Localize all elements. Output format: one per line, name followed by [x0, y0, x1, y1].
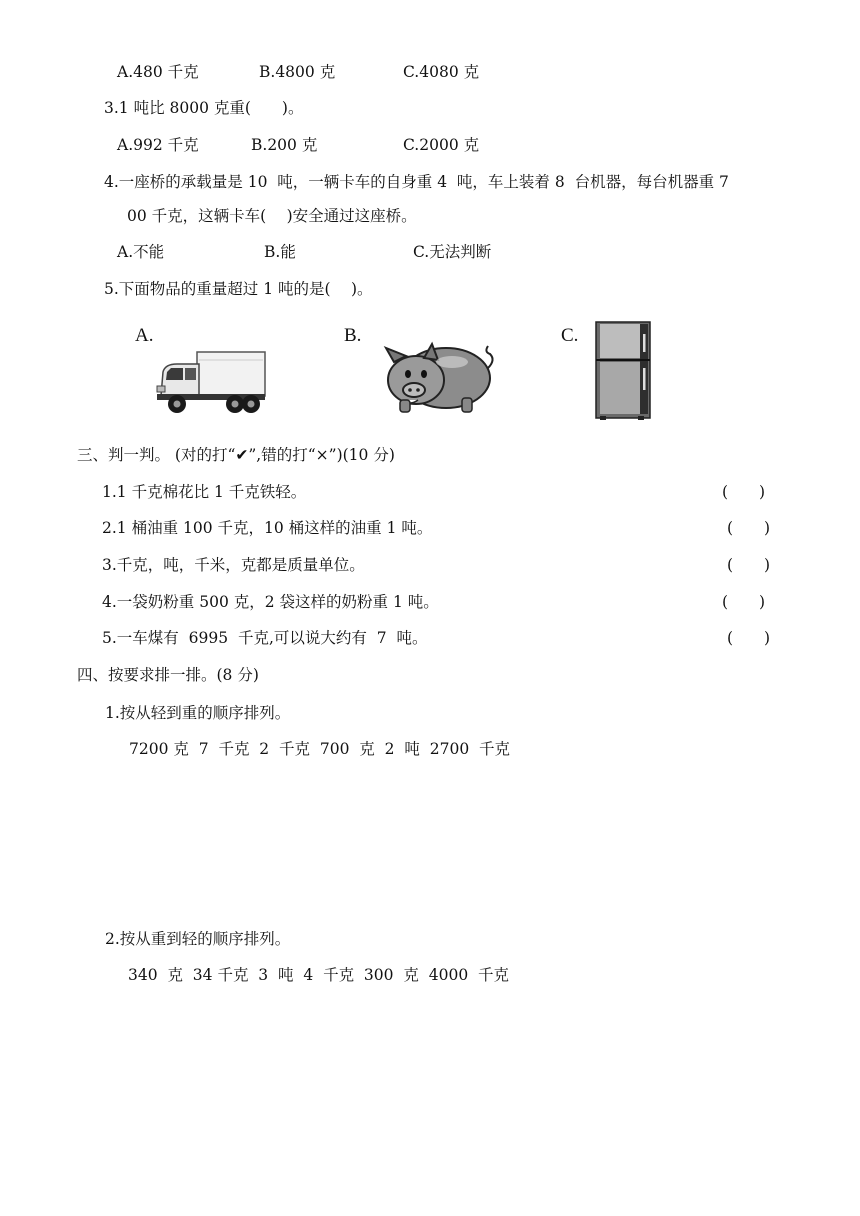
- q2-option-b: B.4800 克: [259, 63, 336, 81]
- truck-icon: [155, 350, 267, 420]
- section4-heading: 四、按要求排一排。(8 分): [77, 666, 259, 684]
- q4-option-c: C.无法判断: [413, 243, 492, 261]
- q5-choice-c-label: C.: [561, 325, 579, 346]
- judge-item-2: 2.1 桶油重 100 千克，10 桶这样的油重 1 吨。: [102, 519, 433, 537]
- q2-option-c: C.4080 克: [403, 63, 480, 81]
- q3-option-a: A.992 千克: [117, 136, 199, 154]
- pig-icon: [380, 340, 496, 422]
- refrigerator-icon: [594, 320, 654, 426]
- judge-answer-3[interactable]: ( ): [727, 556, 771, 574]
- q5-text: 5.下面物品的重量超过 1 吨的是( )。: [104, 280, 373, 298]
- q4-line1: 4.一座桥的承载量是 10 吨，一辆卡车的自身重 4 吨，车上装着 8 台机器，每台机器重 7: [104, 173, 729, 191]
- q3-text: 3.1 吨比 8000 克重( )。: [104, 99, 304, 117]
- judge-answer-2[interactable]: ( ): [727, 519, 771, 537]
- order-q1-text: 1.按从轻到重的顺序排列。: [105, 704, 291, 722]
- judge-item-3: 3.千克，吨，千米，克都是质量单位。: [102, 556, 365, 574]
- order-q2-values: 340 克 34 千克 3 吨 4 千克 300 克 4000 千克: [128, 966, 510, 984]
- q3-option-c: C.2000 克: [403, 136, 480, 154]
- judge-item-1: 1.1 千克棉花比 1 千克铁轻。: [102, 483, 307, 501]
- judge-item-4: 4.一袋奶粉重 500 克，2 袋这样的奶粉重 1 吨。: [102, 593, 439, 611]
- q4-option-a: A.不能: [117, 243, 165, 261]
- q2-option-a: A.480 千克: [117, 63, 199, 81]
- section3-heading: 三、判一判。 (对的打“✔”,错的打“×”)(10 分): [77, 446, 395, 464]
- order-q2-text: 2.按从重到轻的顺序排列。: [105, 930, 291, 948]
- q3-option-b: B.200 克: [251, 136, 318, 154]
- q5-choice-a-label: A.: [135, 325, 154, 346]
- q4-line2: 00 千克，这辆卡车( )安全通过这座桥。: [127, 207, 417, 225]
- order-q1-values: 7200 克 7 千克 2 千克 700 克 2 吨 2700 千克: [129, 740, 511, 758]
- q5-choice-b-label: B.: [344, 325, 362, 346]
- judge-answer-5[interactable]: ( ): [727, 629, 771, 647]
- judge-item-5: 5.一车煤有 6995 千克,可以说大约有 7 吨。: [102, 629, 428, 647]
- q4-option-b: B.能: [264, 243, 296, 261]
- judge-answer-1[interactable]: ( ): [722, 483, 766, 501]
- judge-answer-4[interactable]: ( ): [722, 593, 766, 611]
